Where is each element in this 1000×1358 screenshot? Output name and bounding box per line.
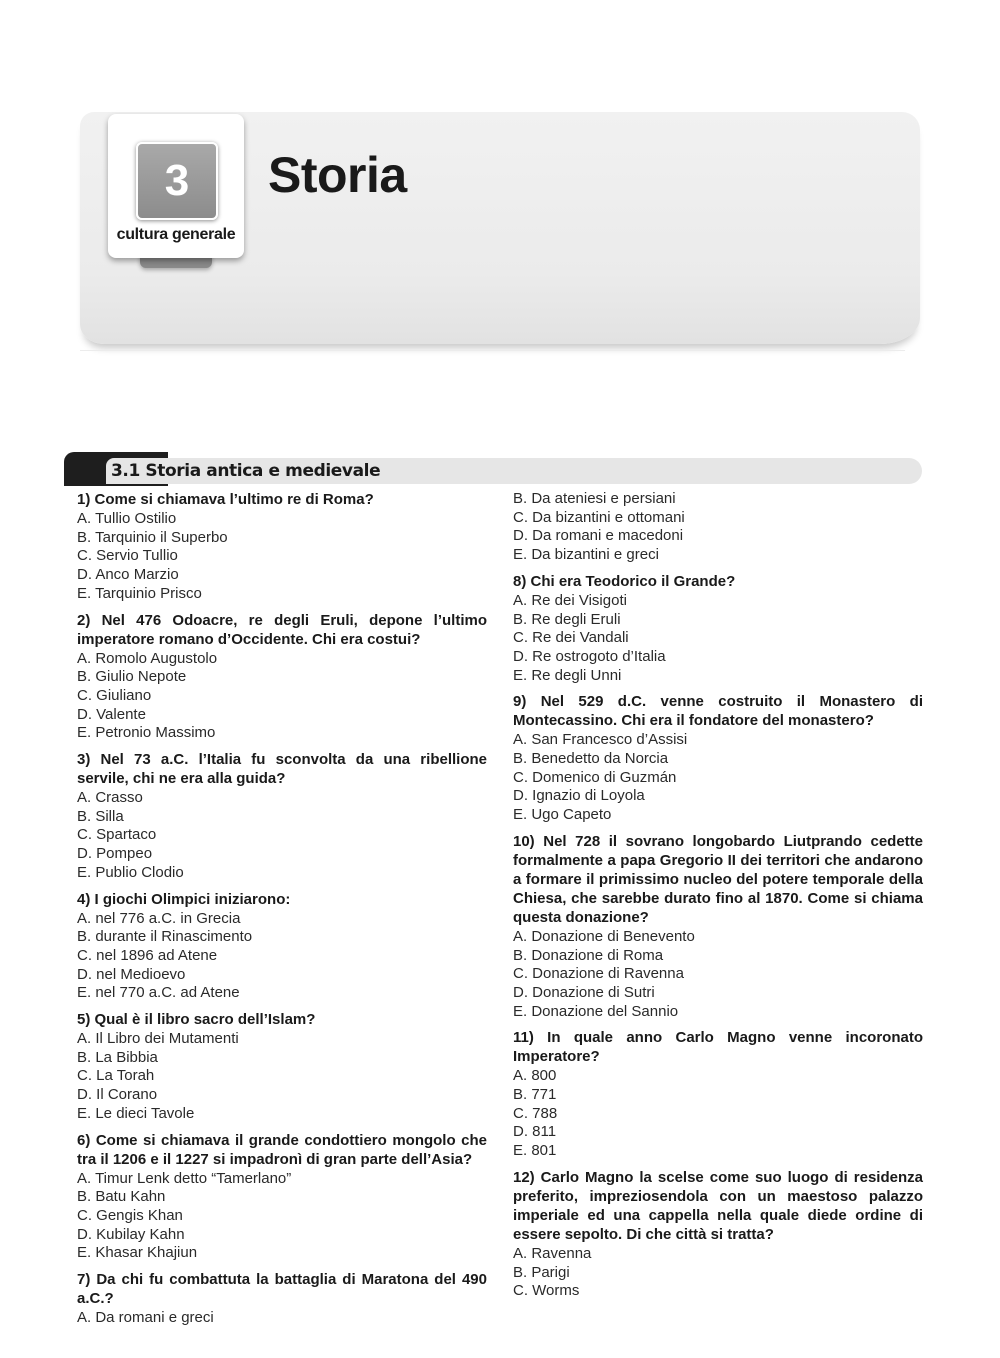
chapter-title: Storia bbox=[268, 147, 407, 203]
answer-option: A. Tullio Ostilio bbox=[77, 510, 177, 527]
answer-option: B. Benedetto da Norcia bbox=[513, 750, 669, 768]
answer-option: A. Re dei Visigoti bbox=[513, 591, 627, 609]
answer-option: C. La Torah bbox=[77, 1067, 155, 1085]
question-text: 8) Chi era Teodorico il Grande? bbox=[513, 572, 736, 590]
question-text: 12) Carlo Magno la scelse come suo luogo di residenza preferito, impreziosendola con un maestoso palazzo imperiale ed una cappella nella quale diede ordine di essere sepolto. Di che città si tratta? bbox=[513, 1168, 923, 1243]
question-block bbox=[77, 490, 487, 604]
answer-option: C. Donazione di Ravenna bbox=[513, 965, 684, 983]
answer-option: B. Tarquinio il Superbo bbox=[77, 528, 228, 546]
answer-option: A. Il Libro dei Mutamenti bbox=[77, 1030, 239, 1048]
question-text: 5) Qual è il libro sacro dell’Islam? bbox=[77, 1011, 316, 1029]
question-text: 4) I giochi Olimpici iniziarono: bbox=[77, 890, 291, 908]
question-block bbox=[513, 692, 923, 825]
answer-option: D. nel Medioevo bbox=[77, 965, 186, 983]
answer-option: A. Timur Lenk detto “Tamerlano” bbox=[77, 1169, 292, 1187]
question-text: 9) Nel 529 d.C. venne costruito il Monastero di Montecassino. Chi era il fondatore del monastero? bbox=[513, 693, 923, 730]
continued-options bbox=[513, 490, 923, 565]
answer-option: C. Worms bbox=[513, 1282, 580, 1300]
answer-option: C. nel 1896 ad Atene bbox=[77, 946, 218, 964]
answer-option: D. Re ostrogoto d’Italia bbox=[513, 647, 666, 665]
question-text: 11) In quale anno Carlo Magno venne incoronato Imperatore? bbox=[513, 1029, 923, 1066]
question-block bbox=[513, 832, 923, 1022]
question-text: 1) Come si chiamava l’ultimo re di Roma? bbox=[77, 491, 374, 508]
section-title: 3.1 Storia antica e medievale bbox=[111, 461, 381, 481]
answer-option: E. Tarquinio Prisco bbox=[77, 584, 202, 602]
answer-option: A. Ravenna bbox=[513, 1244, 592, 1262]
question-block bbox=[77, 611, 487, 744]
question-text: 3) Nel 73 a.C. l’Italia fu sconvolta da una ribellione servile, chi ne era alla guida? bbox=[77, 751, 487, 788]
answer-option: E. Khasar Khajiun bbox=[77, 1244, 198, 1262]
chapter-divider bbox=[80, 350, 905, 351]
answer-option: B. durante il Rinascimento bbox=[77, 928, 253, 946]
answer-option: A. Donazione di Benevento bbox=[513, 927, 695, 945]
answer-option: A. nel 776 a.C. in Grecia bbox=[77, 909, 241, 927]
answer-option: D. Donazione di Sutri bbox=[513, 983, 655, 1001]
answer-option: B. Batu Kahn bbox=[77, 1188, 166, 1206]
answer-option: D. Pompeo bbox=[77, 845, 153, 863]
answer-option: E. Publio Clodio bbox=[77, 863, 184, 881]
chapter-number: 3 bbox=[136, 142, 218, 220]
answer-option: E. Le dieci Tavole bbox=[77, 1104, 195, 1122]
answer-option: D. Il Corano bbox=[77, 1086, 158, 1104]
question-text: 10) Nel 728 il sovrano longobardo Liutprando cedette formalmente a papa Gregorio II dei territori che andarono a formare il primissimo nucleo del potere temporale della Chiesa, che sarebbe durato fino al 1870. Come si chiama questa donazione? bbox=[513, 832, 923, 926]
answer-option: A. Crasso bbox=[77, 789, 143, 807]
answer-option: B. Giulio Nepote bbox=[77, 668, 187, 686]
answer-option: B. Donazione di Roma bbox=[513, 946, 664, 964]
answer-option: B. Silla bbox=[77, 807, 124, 825]
answer-option: C. Spartaco bbox=[77, 826, 157, 844]
answer-option: D. Kubilay Kahn bbox=[77, 1225, 185, 1243]
answer-option: B. Re degli Eruli bbox=[513, 610, 621, 628]
answer-option: E. 801 bbox=[513, 1142, 557, 1160]
answer-option: E. Donazione del Sannio bbox=[513, 1002, 679, 1020]
answer-option: A. Da romani e greci bbox=[77, 1309, 214, 1327]
question-block bbox=[513, 1168, 923, 1301]
question-text: 7) Da chi fu combattuta la battaglia di Maratona del 490 a.C.? bbox=[77, 1271, 487, 1308]
answer-option: A. Romolo Augustolo bbox=[77, 649, 218, 667]
answer-option: D. Valente bbox=[77, 705, 146, 723]
answer-option: C. Servio Tullio bbox=[77, 547, 178, 565]
answer-option: D. 811 bbox=[513, 1123, 557, 1141]
answer-option: B. La Bibbia bbox=[77, 1048, 158, 1066]
question-block bbox=[77, 1010, 487, 1124]
answer-option: E. nel 770 a.C. ad Atene bbox=[77, 984, 240, 1002]
question-block bbox=[77, 750, 487, 883]
question-block bbox=[77, 1270, 487, 1328]
question-block bbox=[77, 890, 487, 1004]
answer-option: E. Da bizantini e greci bbox=[513, 546, 659, 564]
answer-option: B. Da ateniesi e persiani bbox=[513, 490, 676, 507]
answer-option: B. 771 bbox=[513, 1086, 557, 1104]
answer-option: C. 788 bbox=[513, 1104, 558, 1122]
question-block bbox=[513, 1028, 923, 1161]
answer-option: D. Anco Marzio bbox=[77, 566, 179, 584]
chapter-badge-caption: cultura generale bbox=[116, 226, 236, 243]
answer-option: E. Petronio Massimo bbox=[77, 724, 216, 742]
answer-option: C. Da bizantini e ottomani bbox=[513, 508, 685, 526]
answer-option: E. Re degli Unni bbox=[513, 666, 622, 684]
answer-option: C. Giuliano bbox=[77, 686, 152, 704]
answer-option: A. San Francesco d’Assisi bbox=[513, 731, 688, 749]
answer-option: C. Re dei Vandali bbox=[513, 629, 629, 647]
left-column bbox=[77, 490, 487, 1335]
answer-option: B. Parigi bbox=[513, 1263, 570, 1281]
answer-option: A. 800 bbox=[513, 1067, 557, 1085]
answer-option: D. Da romani e macedoni bbox=[513, 527, 684, 545]
right-column bbox=[513, 490, 923, 1308]
question-block bbox=[77, 1131, 487, 1264]
question-text: 2) Nel 476 Odoacre, re degli Eruli, depone l’ultimo imperatore romano d’Occidente. Chi era costui? bbox=[77, 611, 487, 648]
answer-option: D. Ignazio di Loyola bbox=[513, 787, 645, 805]
answer-option: C. Gengis Khan bbox=[77, 1206, 183, 1224]
question-block bbox=[513, 572, 923, 686]
answer-option: C. Domenico di Guzmán bbox=[513, 768, 677, 786]
question-text: 6) Come si chiamava il grande condottiero mongolo che tra il 1206 e il 1227 si impadronì di gran parte dell’Asia? bbox=[77, 1131, 487, 1168]
answer-option: E. Ugo Capeto bbox=[513, 806, 612, 824]
